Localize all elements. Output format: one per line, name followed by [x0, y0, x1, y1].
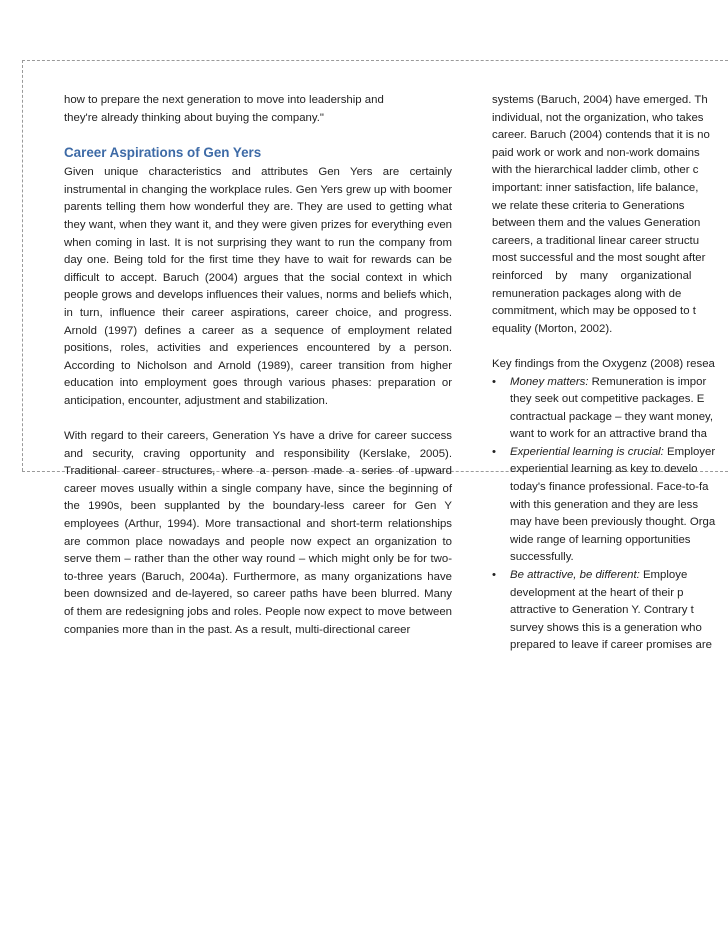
text-line: career. Baruch (2004) contends that it is no	[492, 129, 710, 142]
text-line: with the hierarchical ladder climb, other c	[492, 164, 699, 177]
bullet-icon: •	[492, 375, 496, 388]
top-dashed-border	[22, 60, 728, 61]
text-line: remuneration packages along with de	[492, 287, 682, 300]
text-line: individual, not the organization, who takes	[492, 111, 704, 124]
bullet-line: with this generation and they are less	[510, 498, 699, 511]
bullet-line: experiential learning as key to develo	[510, 463, 698, 476]
text-line: reinforced by many organizational	[492, 269, 692, 282]
bullet-text: Remuneration is impor	[588, 375, 707, 388]
bullet-lead: Be attractive, be different:	[510, 569, 640, 582]
findings-intro: Key findings from the Oxygenz (2008) resea	[492, 357, 715, 370]
text-line: most successful and the most sought after	[492, 252, 706, 265]
bullet-line: development at the heart of their p	[510, 586, 684, 599]
left-dashed-border	[22, 60, 23, 471]
bullet-lead: Money matters:	[510, 375, 589, 388]
list-item	[492, 444, 728, 567]
right-column	[492, 92, 728, 655]
list-item	[492, 374, 728, 444]
text-line: paid work or work and non-work domains	[492, 146, 700, 159]
body-paragraph: With regard to their careers, Generation Ys have a drive for career success and security, craving opportunity and responsibility (Kerslake, 2005). Traditional career structures, where a person made a series of upward career moves usually within a single company have, since the beginning of the 1990s, been supplanted by the boundary-less career for Gen Y employees (Arthur, 1994). More transactional and short-term relationships are common place nowadays and people now expect an organization to serve them – rather than the other way round – which might only be for two-to-three years (Baruch, 2004a). Furthermore, as many organizations have been downsized and de-layered, so career paths have been blurred. Many of them are redesigning jobs and roles. People now expect to move between companies more than in the past. As a result, multi-directional career	[64, 430, 452, 636]
findings-list	[492, 374, 728, 656]
section-heading: Career Aspirations of Gen Yers	[64, 145, 262, 161]
bullet-line: today's finance professional. Face-to-fa	[510, 481, 709, 494]
text-line: important: inner satisfaction, life balance,	[492, 181, 699, 194]
text-line: commitment, which may be opposed to t	[492, 305, 696, 318]
bullet-lead: Experiential learning is crucial:	[510, 445, 664, 458]
body-paragraph: Given unique characteristics and attributes Gen Yers are certainly instrumental in changing the workplace rules. Gen Yers grew up with boomer parents telling them how wonderful they are. They are used to getting what they want, when they want it, and they were given prizes for everything even when coming in last. It is not surprising they want to run the company from day one. Being told for the first time they have to wait for rewards can be difficult to accept. Baruch (2004) argues that the social context in which people grows and develops influences their values, norms and beliefs which, in turn, influence their career aspirations, career choice, and progress. Arnold (1997) defines a career as a sequence of employment related positions, roles, activities and experiences encountered by a person. According to Nicholson and Arnold (1989), career transition from higher education into employment goes through various phases: preparation or anticipation, encounter, adjustment and stabilization.	[64, 166, 452, 407]
bullet-line: may have been previously thought. Orga	[510, 516, 716, 529]
intro-line: how to prepare the next generation to move into leadership and	[64, 94, 384, 106]
text-line: equality (Morton, 2002).	[492, 322, 613, 335]
bullet-icon: •	[492, 445, 496, 458]
bullet-icon: •	[492, 569, 496, 582]
bullet-line: want to work for an attractive brand tha	[510, 428, 707, 441]
bullet-text: Employer	[663, 445, 716, 458]
right-paragraph	[492, 92, 728, 338]
bullet-line: successfully.	[510, 551, 574, 564]
intro-line: they're already thinking about buying the company."	[64, 111, 324, 124]
text-line: careers, a traditional linear career structu	[492, 234, 700, 247]
bullet-line: survey shows this is a generation who	[510, 621, 702, 634]
bullet-line: prepared to leave if career promises are	[510, 639, 712, 652]
bullet-line: wide range of learning opportunities	[510, 533, 691, 546]
intro-text	[64, 92, 452, 127]
list-item	[492, 567, 728, 655]
left-column	[64, 92, 452, 639]
bullet-first-line	[492, 444, 728, 462]
bullet-line: attractive to Generation Y. Contrary t	[510, 604, 694, 617]
bullet-first-line	[492, 374, 728, 392]
bullet-text: Employe	[639, 569, 688, 582]
text-line: systems (Baruch, 2004) have emerged. Th	[492, 94, 708, 106]
text-line: between them and the values Generation	[492, 217, 701, 230]
bullet-line: they seek out competitive packages. E	[510, 393, 705, 406]
bullet-first-line	[492, 567, 728, 585]
text-line: we relate these criteria to Generations	[492, 199, 685, 212]
bullet-line: contractual package – they want money,	[510, 410, 714, 423]
